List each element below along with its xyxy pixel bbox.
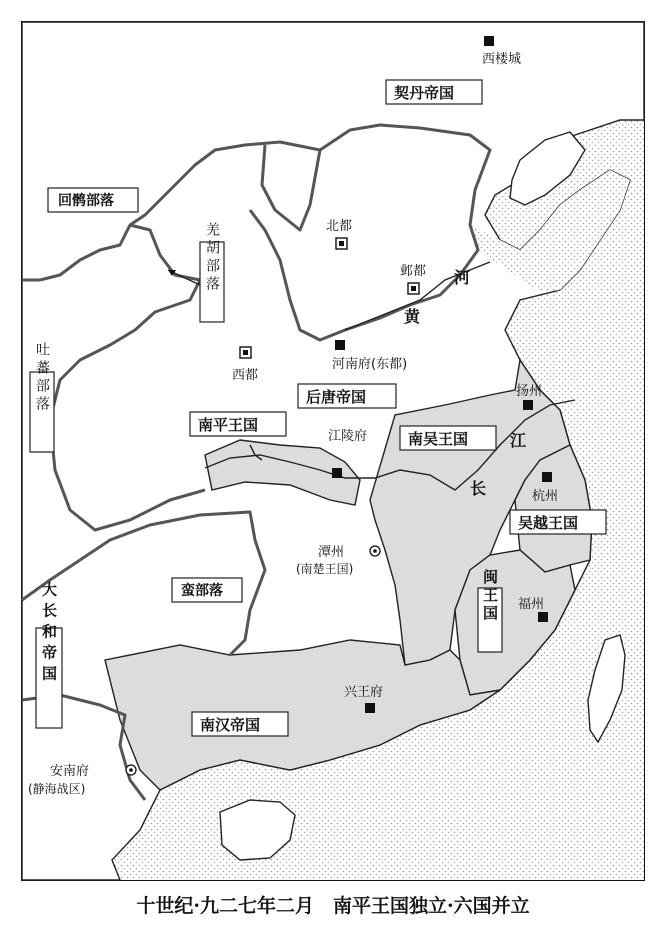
river-label-huang: 黄 [404, 307, 421, 326]
river-label-jiang: 江 [510, 431, 527, 450]
state-uyghur: 回鹘部落 [58, 193, 114, 209]
city-marker-henan [335, 340, 345, 350]
city-tanzhou: 潭州 [318, 545, 345, 560]
state-southern-wu: 南吴王国 [408, 430, 469, 448]
city-xidu: 西都 [232, 368, 259, 383]
city-jiangling: 江陵府 [328, 429, 368, 444]
river-label-chang: 长 [470, 479, 487, 498]
state-qiang: 羌胡部落 [204, 222, 220, 294]
city-yangzhou: 扬州 [516, 384, 543, 399]
city-henan: 河南府(东都) [332, 357, 408, 372]
state-dali: 大长和帝国 [40, 581, 58, 687]
city-annan-note: (静海战区) [28, 782, 86, 796]
city-marker-hangzhou [542, 472, 552, 482]
river-label-he: 河 [454, 268, 471, 287]
state-min: 闽王国 [481, 569, 499, 623]
city-tanzhou-note: (南楚王国) [296, 562, 354, 576]
city-annan: 安南府 [50, 764, 90, 779]
city-marker-jiangling [332, 468, 342, 478]
state-wuyue: 吴越王国 [518, 514, 579, 532]
state-southern-han: 南汉帝国 [200, 716, 261, 734]
city-marker-fuzhou [538, 612, 548, 622]
state-man: 蛮部落 [181, 583, 223, 599]
state-khitan: 契丹帝国 [394, 84, 455, 102]
state-later-tang: 后唐帝国 [306, 388, 367, 406]
map-caption: 十世纪·九二七年二月 南平王国独立·六国并立 [136, 895, 530, 917]
city-xilou: 西楼城 [482, 52, 522, 67]
city-xingwang: 兴王府 [344, 685, 384, 700]
state-nanping: 南平王国 [198, 416, 259, 434]
city-fuzhou: 福州 [518, 597, 545, 612]
city-yedu: 邺都 [400, 264, 427, 279]
city-marker-xingwang [365, 703, 375, 713]
city-hangzhou: 杭州 [532, 489, 559, 504]
city-marker-yangzhou [523, 400, 533, 410]
city-beidu: 北都 [326, 219, 353, 234]
state-tubo: 吐蕃部落 [34, 342, 50, 414]
city-marker-xilou [484, 36, 494, 46]
